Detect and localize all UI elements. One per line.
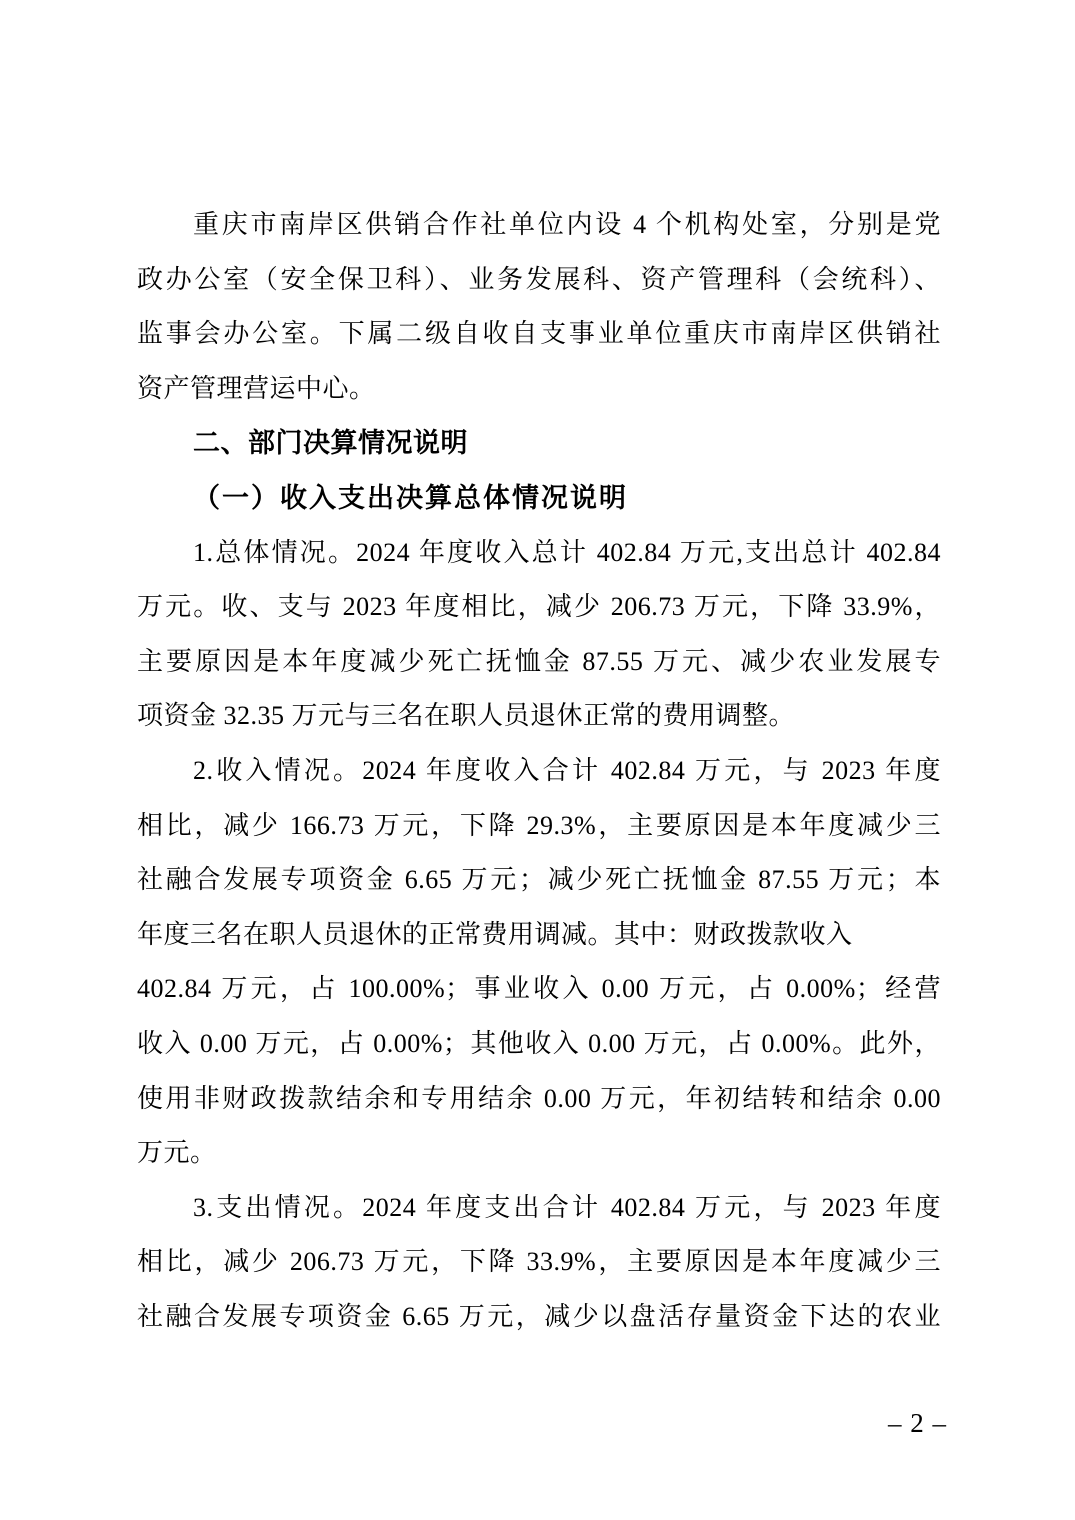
text-line: 资产管理营运中心。 [137,373,376,403]
overall-situation-paragraph [137,526,941,744]
document-body [137,198,941,1344]
text-line: 万元。 [137,1138,217,1168]
text-line: 监事会办公室。下属二级自收自支事业单位重庆市南岸区供销社 [137,319,941,349]
text-line: 收入 0.00 万元，占 0.00%；其他收入 0.00 万元，占 0.00%。此外， [137,1028,941,1058]
text-line: （一）收入支出决算总体情况说明 [193,482,628,513]
text-line: 项资金 32.35 万元与三名在职人员退休正常的费用调整。 [137,701,796,731]
expenditure-situation-paragraph [137,1181,941,1345]
text-line: 相比，减少 206.73 万元，下降 33.9%，主要原因是本年度减少三 [137,1247,941,1277]
text-line: 社融合发展专项资金 6.65 万元，减少以盘活存量资金下达的农业 [137,1301,941,1331]
text-line: 1.总体情况。2024 年度收入总计 402.84 万元,支出总计 402.84 [193,537,941,567]
text-line: 二、部门决算情况说明 [193,428,468,459]
page-number: – 2 – [888,1408,947,1438]
org-structure-paragraph [137,198,941,416]
section-heading [137,416,941,471]
text-line: 社融合发展专项资金 6.65 万元；减少死亡抚恤金 87.55 万元；本 [137,865,941,895]
text-line: 年度三名在职人员退休的正常费用调减。其中：财政拨款收入 [137,919,853,949]
text-line: 主要原因是本年度减少死亡抚恤金 87.55 万元、减少农业发展专 [137,646,941,676]
text-line: 万元。收、支与 2023 年度相比，减少 206.73 万元，下降 33.9%， [137,592,941,622]
text-line: 402.84 万元，占 100.00%；事业收入 0.00 万元，占 0.00%；经营 [137,974,941,1004]
text-line: 使用非财政拨款结余和专用结余 0.00 万元，年初结转和结余 0.00 [137,1083,941,1113]
income-situation-paragraph [137,744,941,1181]
text-line: 相比，减少 166.73 万元，下降 29.3%，主要原因是本年度减少三 [137,810,941,840]
subsection-heading [137,471,941,526]
text-line: 政办公室（安全保卫科）、业务发展科、资产管理科（会统科）、 [137,264,941,294]
text-line: 重庆市南岸区供销合作社单位内设 4 个机构处室，分别是党 [193,210,941,239]
text-line: 3.支出情况。2024 年度支出合计 402.84 万元，与 2023 年度 [193,1192,941,1222]
text-line: 2.收入情况。2024 年度收入合计 402.84 万元，与 2023 年度 [193,755,941,785]
